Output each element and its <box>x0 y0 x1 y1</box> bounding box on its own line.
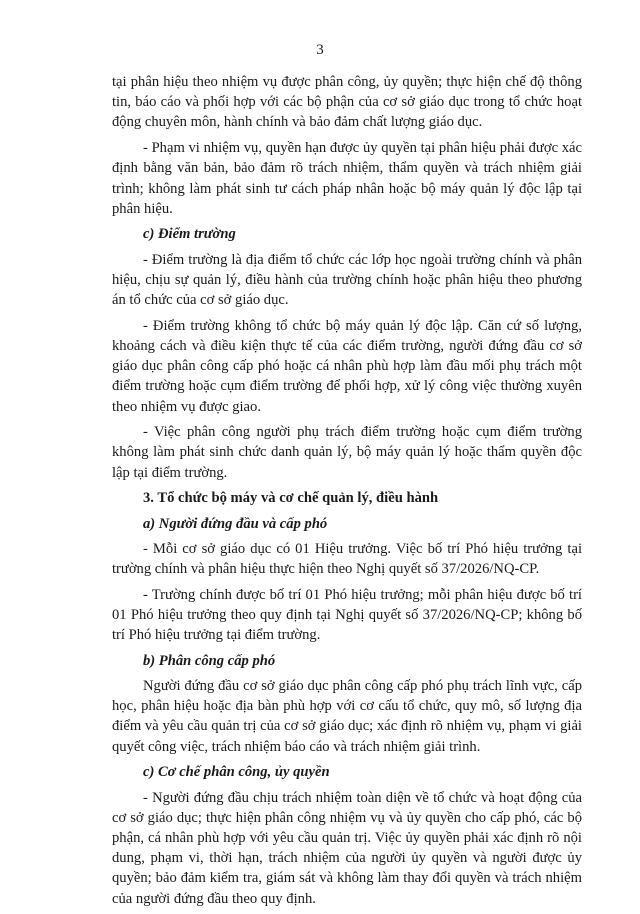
paragraph: - Trường chính được bố trí 01 Phó hiệu trưởng; mỗi phân hiệu được bố trí 01 Phó hiệu trưởng theo quy định tại Nghị quyết số 37/2026/NQ-CP; không bố trí Phó hiệu trưởng tại điểm trường. <box>112 586 582 644</box>
paragraph: Người đứng đầu cơ sở giáo dục phân công cấp phó phụ trách lĩnh vực, cấp học, phân hiệu hoặc địa bàn phù hợp với cơ cấu tổ chức, quy mô, số lượng địa điểm và yêu cầu quản trị của cơ sở giáo dục; xác định rõ nhiệm vụ, phạm vi giải quyết công việc, trách nhiệm báo cáo và trách nhiệm giải trình. <box>112 677 582 755</box>
document-body <box>112 72 582 914</box>
paragraph: - Việc phân công người phụ trách điểm trường hoặc cụm điểm trường không làm phát sinh chức danh quản lý, bộ máy quản lý hoặc thẩm quyền độc lập tại điểm trường. <box>112 424 582 481</box>
paragraph: - Người đứng đầu chịu trách nhiệm toàn diện về tổ chức và hoạt động của cơ sở giáo dục; thực hiện phân công nhiệm vụ và ủy quyền cho cấp phó, các bộ phận, cá nhân phù hợp với yêu cầu quản trị. Việc ủy quyền phải xác định rõ nội dung, phạm vi, thời hạn, trách nhiệm của người ủy quyền và người được ủy quyền; bảo đảm kiểm tra, giám sát và không làm thay đổi quyền và trách nhiệm của người đứng đầu theo quy định. <box>112 789 582 907</box>
subheading-diem-truong: c) Điểm trường <box>143 226 236 243</box>
paragraph: - Điểm trường là địa điểm tổ chức các lớp học ngoài trường chính và phân hiệu, chịu sự quản lý, điều hành của trường chính hoặc phân hiệu theo phương án tổ chức của cơ sở giáo dục. <box>112 251 582 309</box>
subheading-co-che-uy-quyen: c) Cơ chế phân công, ủy quyền <box>143 764 330 781</box>
section-heading-3: 3. Tổ chức bộ máy và cơ chế quản lý, điều hành <box>143 490 439 507</box>
subheading-nguoi-dung-dau: a) Người đứng đầu và cấp phó <box>143 515 328 532</box>
paragraph: - Điểm trường không tổ chức bộ máy quản lý độc lập. Căn cứ số lượng, khoảng cách và điều kiện thực tế của các điểm trường, người đứng đầu cơ sở giáo dục phân công cấp phó hoặc cá nhân phù hợp làm đầu mối phụ trách một điểm trường hoặc cụm điểm trường để phối hợp, xử lý công việc thường xuyên theo nhiệm vụ được giao. <box>112 317 582 415</box>
paragraph: - Phạm vi nhiệm vụ, quyền hạn được ủy quyền tại phân hiệu phải được xác định bằng văn bản, bảo đảm rõ trách nhiệm, thẩm quyền và trách nhiệm giải trình; không làm phát sinh tư cách pháp nhân hoặc bộ máy quản lý độc lập tại phân hiệu. <box>112 140 582 217</box>
page-number: 3 <box>316 42 324 58</box>
paragraph: - Mỗi cơ sở giáo dục có 01 Hiệu trưởng. Việc bố trí Phó hiệu trưởng tại trường chính và phân hiệu thực hiện theo Nghị quyết số 37/2026/NQ-CP. <box>112 540 582 577</box>
subheading-phan-cong-cap-pho: b) Phân công cấp phó <box>143 652 276 669</box>
paragraph: tại phân hiệu theo nhiệm vụ được phân công, ủy quyền; thực hiện chế độ thông tin, báo cáo và phối hợp với các bộ phận của cơ sở giáo dục trong tổ chức hoạt động chuyên môn, hành chính và bảo đảm chất lượng giáo dục. <box>112 74 582 131</box>
